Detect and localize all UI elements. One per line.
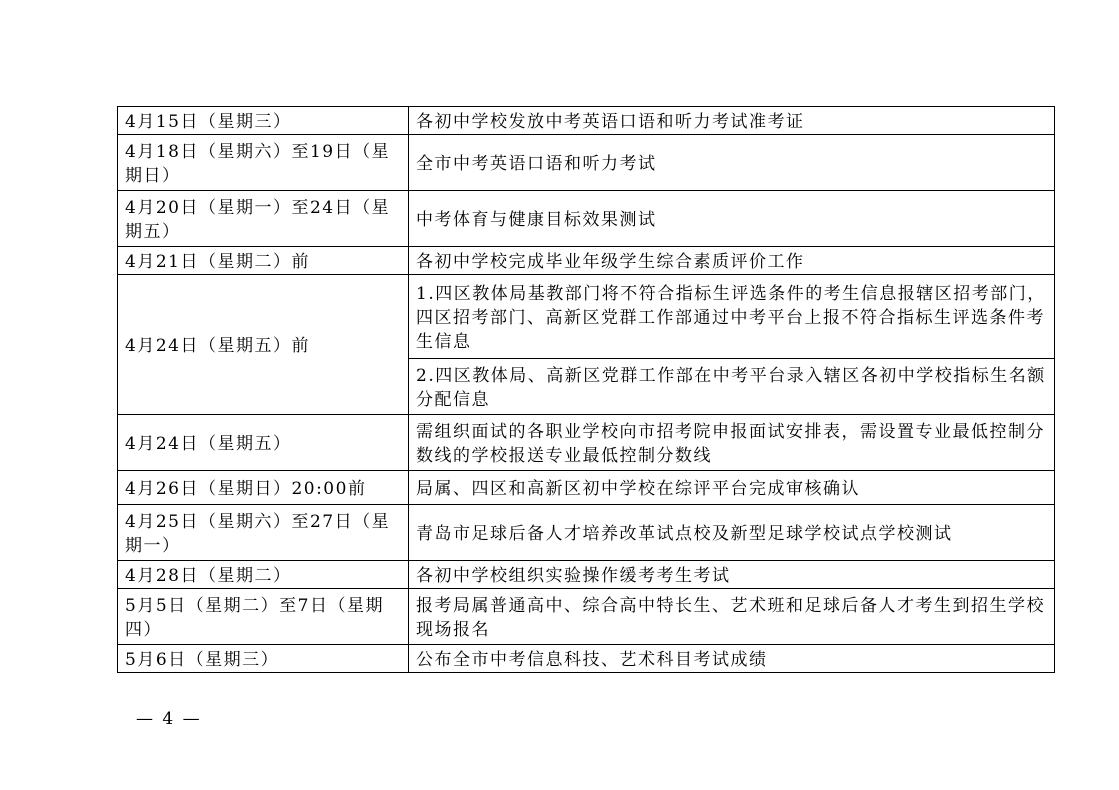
table-row	[118, 415, 1055, 471]
table-row	[118, 471, 1055, 505]
date-cell: 5月6日（星期三）	[118, 645, 409, 673]
table-row	[118, 107, 1055, 135]
event-cell: 各初中学校完成毕业年级学生综合素质评价工作	[409, 247, 1055, 275]
table-row	[118, 561, 1055, 589]
table-row	[118, 505, 1055, 561]
event-cell: 青岛市足球后备人才培养改革试点校及新型足球学校试点学校测试	[409, 505, 1055, 561]
date-cell: 4月24日（星期五）	[118, 415, 409, 471]
table-row	[118, 589, 1055, 645]
schedule-table	[117, 106, 1055, 673]
event-cell: 各初中学校组织实验操作缓考考生考试	[409, 561, 1055, 589]
date-cell: 4月26日（星期日）20:00前	[118, 471, 409, 505]
date-cell: 4月24日（星期五）前	[118, 275, 409, 415]
event-cell: 全市中考英语口语和听力考试	[409, 135, 1055, 191]
table-row	[118, 645, 1055, 673]
date-cell: 5月5日（星期二）至7日（星期四）	[118, 589, 409, 645]
table-row	[118, 135, 1055, 191]
table-row	[118, 275, 1055, 359]
date-cell: 4月21日（星期二）前	[118, 247, 409, 275]
event-cell: 1.四区教体局基教部门将不符合指标生评选条件的考生信息报辖区招考部门，四区招考部门、高新区党群工作部通过中考平台上报不符合指标生评选条件考生信息	[409, 275, 1055, 359]
table-row	[118, 191, 1055, 247]
event-cell: 局属、四区和高新区初中学校在综评平台完成审核确认	[409, 471, 1055, 505]
event-cell: 中考体育与健康目标效果测试	[409, 191, 1055, 247]
date-cell: 4月28日（星期二）	[118, 561, 409, 589]
date-cell: 4月25日（星期六）至27日（星期一）	[118, 505, 409, 561]
date-cell: 4月15日（星期三）	[118, 107, 409, 135]
event-cell: 报考局属普通高中、综合高中特长生、艺术班和足球后备人才考生到招生学校现场报名	[409, 589, 1055, 645]
table-row	[118, 247, 1055, 275]
event-cell: 公布全市中考信息科技、艺术科目考试成绩	[409, 645, 1055, 673]
event-cell: 需组织面试的各职业学校向市招考院申报面试安排表，需设置专业最低控制分数线的学校报送专业最低控制分数线	[409, 415, 1055, 471]
page-number: — 4 —	[136, 709, 202, 729]
date-cell: 4月18日（星期六）至19日（星期日）	[118, 135, 409, 191]
event-cell: 各初中学校发放中考英语口语和听力考试准考证	[409, 107, 1055, 135]
event-cell: 2.四区教体局、高新区党群工作部在中考平台录入辖区各初中学校指标生名额分配信息	[409, 359, 1055, 415]
date-cell: 4月20日（星期一）至24日（星期五）	[118, 191, 409, 247]
